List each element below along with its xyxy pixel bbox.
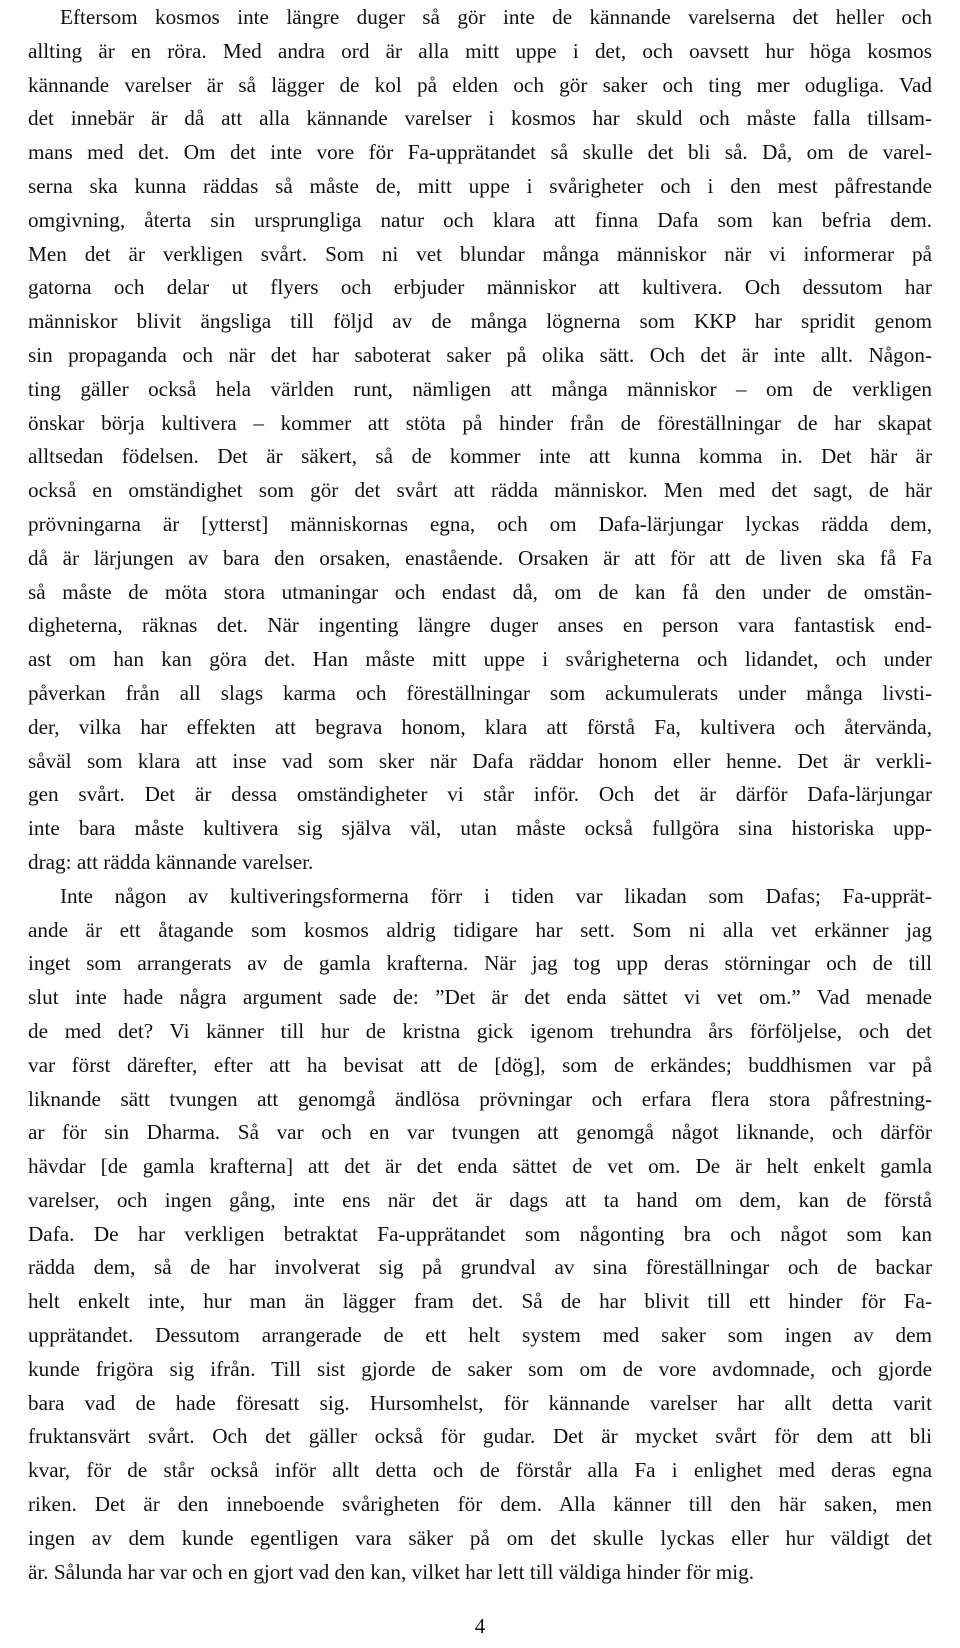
- text-line: der, vilka har effekten att begrava honom, klara att förstå Fa, kultivera och återvända,: [28, 714, 932, 739]
- text-line: gen svårt. Det är dessa omständigheter vi står inför. Och det är därför Dafa-lärjungar: [28, 782, 932, 807]
- text-line: Dafa. De har verkligen betraktat Fa-upprätandet som någonting bra och något som kan: [28, 1221, 932, 1246]
- text-line: ar för sin Dharma. Så var och en var tvungen att genomgå något liknande, och därför: [28, 1120, 932, 1145]
- text-line: Inte någon av kultiveringsformerna förr i tiden var likadan som Dafas; Fa-upprät-: [60, 883, 932, 908]
- text-line: Eftersom kosmos inte längre duger så gör inte de kännande varelserna det heller och: [60, 5, 932, 29]
- text-line: gatorna och delar ut flyers och erbjuder människor att kultivera. Och dessutom har: [28, 275, 932, 300]
- text-line: människor blivit ängsliga till följd av de många lögnerna som KKP har spridit genom: [28, 309, 932, 334]
- text-line: kunde frigöra sig ifrån. Till sist gjorde de saker som om de vore avdomnade, och gjorde: [28, 1356, 932, 1381]
- text-line: rädda dem, så de har involverat sig på grundval av sina föreställningar och de backar: [28, 1255, 932, 1280]
- text-line: varelser, och ingen gång, inte ens när det är dags att ta hand om dem, kan de förstå: [28, 1187, 932, 1212]
- text-line: önskar börja kultivera – kommer att stöta på hinder från de föreställningar de har skapat: [28, 410, 932, 435]
- text-line: är. Sålunda har var och en gjort vad den kan, vilket har lett till väldiga hinder för mig.: [28, 1559, 755, 1584]
- text-line: riken. Det är den inneboende svårigheten för dem. Alla känner till den här saken, men: [28, 1492, 932, 1517]
- text-line: Men det är verkligen svårt. Som ni vet blundar många människor när vi informerar på: [28, 241, 932, 266]
- text-line: allting är en röra. Med andra ord är alla mitt uppe i det, och oavsett hur höga kosmos: [28, 38, 932, 63]
- text-line: så måste de möta stora utmaningar och endast då, om de kan få den under de omstän-: [28, 579, 932, 604]
- text-line: såväl som klara att inse vad som sker när Dafa räddar honom eller henne. Det är verkli-: [28, 748, 932, 773]
- text-line: omgivning, återta sin ursprungliga natur och klara att finna Dafa som kan befria dem.: [28, 207, 932, 232]
- text-line: ande är ett åtagande som kosmos aldrig tidigare har sett. Som ni alla vet erkänner jag: [28, 917, 932, 942]
- text-line: det innebär är då att alla kännande varelser i kosmos har skuld och måste falla tillsam-: [28, 106, 932, 131]
- text-line: också en omständighet som gör det svårt att rädda människor. Men med det sagt, de här: [28, 478, 932, 503]
- text-line: serna ska kunna räddas så måste de, mitt uppe i svårigheter och i den mest påfrestande: [28, 173, 932, 198]
- text-line: inget som arrangerats av de gamla krafterna. När jag tog upp deras störningar och de till: [28, 951, 932, 976]
- text-line: ting gäller också hela världen runt, nämligen att många människor – om de verkligen: [28, 376, 932, 401]
- text-line: fruktansvärt svårt. Och det gäller också för gudar. Det är mycket svårt för dem att bli: [28, 1424, 932, 1449]
- text-line: ingen av dem kunde egentligen vara säker på om det skulle lyckas eller hur väldigt det: [28, 1525, 932, 1550]
- page-number: 4: [474, 1614, 486, 1638]
- text-line: mans med det. Om det inte vore för Fa-upprätandet så skulle det bli så. Då, om de varel-: [28, 140, 932, 165]
- text-line: de med det? Vi känner till hur de kristna gick igenom trehundra års förföljelse, och det: [28, 1018, 932, 1043]
- text-line: hävdar [de gamla krafterna] att det är det enda sättet de vet om. De är helt enkelt gamla: [28, 1154, 932, 1179]
- text-line: då är lärjungen av bara den orsaken, enastående. Orsaken är att för att de liven ska få Fa: [28, 545, 932, 570]
- text-line: var först därefter, efter att ha bevisat att de [dög], som de erkändes; buddhismen var på: [28, 1052, 932, 1077]
- text-line: ast om han kan göra det. Han måste mitt uppe i svårigheterna och lidandet, och under: [28, 647, 932, 672]
- text-line: prövningarna är [ytterst] människornas egna, och om Dafa-lärjungar lyckas rädda dem,: [28, 511, 932, 536]
- text-line: liknande sätt tvungen att genomgå ändlösa prövningar och erfara flera stora påfrestning-: [28, 1086, 932, 1111]
- text-line: helt enkelt inte, hur man än lägger fram det. Så de har blivit till ett hinder för Fa-: [28, 1289, 932, 1314]
- body-text: [28, 1, 932, 1589]
- text-line: inte bara måste kultivera sig själva väl, utan måste också fullgöra sina historiska upp-: [28, 816, 932, 841]
- text-line: bara vad de hade föresatt sig. Hursomhelst, för kännande varelser har allt detta varit: [28, 1390, 932, 1415]
- text-line: sin propaganda och när det har saboterat saker på olika sätt. Och det är inte allt. Någon-: [28, 342, 932, 367]
- text-line: slut inte hade några argument sade de: ”Det är det enda sättet vi vet om.” Vad menade: [28, 985, 932, 1010]
- text-line: kännande varelser är så lägger de kol på elden och gör saker och ting mer odugliga. Vad: [28, 72, 932, 97]
- text-line: digheterna, räknas det. När ingenting längre duger anses en person vara fantastisk end-: [28, 613, 932, 638]
- text-line: kvar, för de står också inför allt detta och de förstår alla Fa i enlighet med deras egna: [28, 1458, 932, 1483]
- text-line: drag: att rädda kännande varelser.: [28, 849, 314, 874]
- text-line: alltsedan födelsen. Det är säkert, så de kommer inte att kunna komma in. Det här är: [28, 444, 932, 469]
- text-line: upprätandet. Dessutom arrangerade de ett helt system med saker som ingen av dem: [28, 1323, 932, 1348]
- text-line: påverkan från all slags karma och föreställningar som ackumulerats under många livsti-: [28, 680, 932, 705]
